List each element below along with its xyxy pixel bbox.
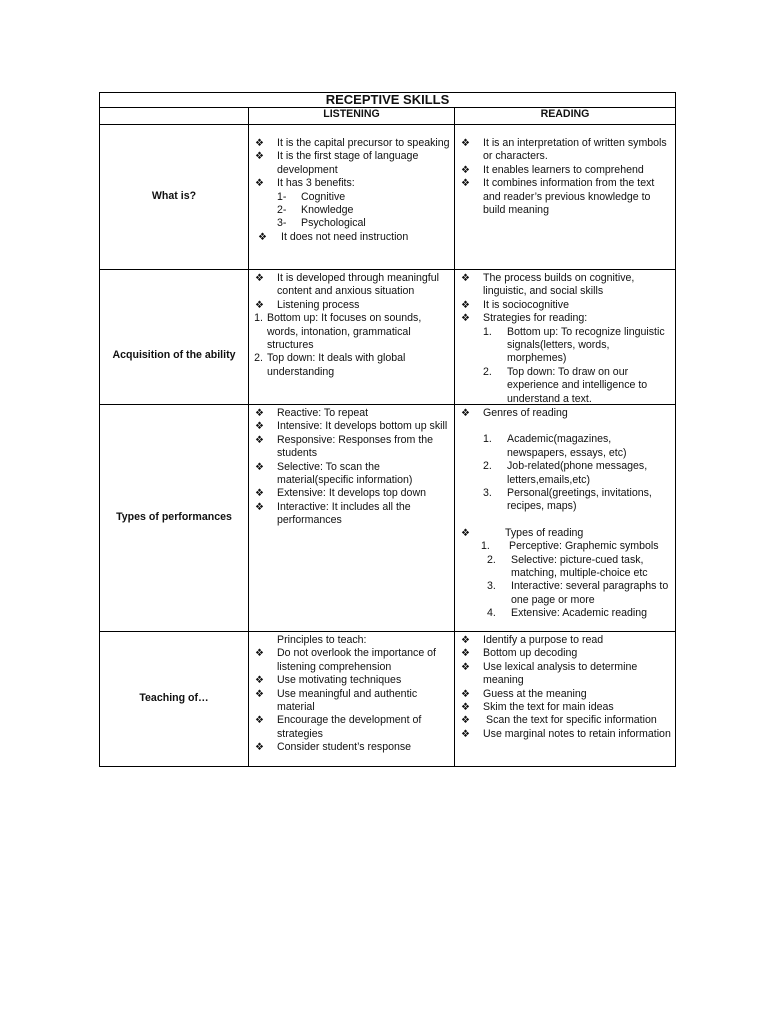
reading-cell	[455, 125, 675, 269]
row-label: Teaching of…	[100, 632, 249, 766]
numbered-item: 3. Personal(greetings, invitations, recipes, maps)	[483, 487, 652, 513]
list-intro: Principles to teach:	[277, 634, 367, 646]
bullet-icon: ❖	[255, 408, 264, 419]
list-item: ❖ Encourage the development of strategies	[255, 714, 422, 740]
list-item: ❖ It is the first stage of language development	[255, 150, 419, 176]
bullet-icon: ❖	[255, 461, 264, 473]
list-item: ❖ Intensive: It develops bottom up skill	[255, 420, 448, 433]
bullet-icon: ❖	[255, 488, 264, 500]
bullet-icon: ❖	[255, 421, 264, 433]
list-item: ❖ Strategies for reading:	[461, 312, 588, 325]
bullet-icon: ❖	[461, 648, 470, 660]
list-item: ❖ Use motivating techniques	[255, 674, 402, 687]
list-item: ❖ Use meaningful and authentic material	[255, 687, 418, 714]
bullet-icon: ❖	[461, 408, 470, 419]
list-item: ❖ The process builds on cognitive, linguistic, and social skills	[461, 272, 635, 298]
list-item: ❖ Do not overlook the importance of listening comprehension	[255, 647, 436, 673]
list-item: ❖ Use lexical analysis to determine meaning	[461, 660, 638, 687]
list-item: ❖ It does not need instruction	[255, 231, 450, 244]
bullet-icon: ❖	[255, 434, 264, 446]
list-item: ❖ Types of reading	[461, 526, 584, 539]
bullet-icon: ❖	[255, 648, 264, 660]
row-label: What is?	[100, 125, 249, 269]
list-item: ❖ It enables learners to comprehend	[461, 163, 644, 176]
bullet-icon: ❖	[461, 702, 470, 714]
numbered-item: 2. Job-related(phone messages, letters,emails,etc)	[483, 460, 648, 486]
table-row-teaching-of	[100, 632, 675, 766]
numbered-item: 3- Psychological	[277, 217, 366, 230]
reading-cell	[455, 405, 675, 631]
bullet-icon: ❖	[461, 138, 470, 149]
numbered-item: 1- Cognitive	[277, 190, 346, 203]
listening-cell	[249, 270, 455, 404]
column-header-row	[100, 108, 675, 125]
row-label: Types of performances	[100, 405, 249, 631]
bullet-icon: ❖	[255, 742, 264, 754]
list-item: ❖ It has 3 benefits:	[255, 177, 355, 190]
row-label: Acquisition of the ability	[100, 270, 249, 404]
list-item: ❖ It is developed through meaningful content and anxious situation	[255, 272, 439, 298]
numbered-item: 2- Knowledge	[277, 204, 354, 217]
header-listening: LISTENING	[249, 108, 455, 124]
numbered-item: 2. Selective: picture-cued task, matching, multiple-choice etc	[487, 553, 648, 580]
header-empty-cell	[100, 108, 249, 124]
list-item: ❖ Use marginal notes to retain information	[461, 727, 671, 740]
bullet-icon: ❖	[461, 178, 470, 190]
bullet-icon: ❖	[461, 527, 470, 539]
bullet-icon: ❖	[461, 661, 470, 673]
list-item: ❖ Scan the text for specific information	[461, 714, 657, 727]
numbered-item: 1. Perceptive: Graphemic symbols	[481, 540, 659, 553]
list-item: ❖ Guess at the meaning	[461, 687, 587, 700]
list-item: ❖ It is an interpretation of written symbols or characters.	[461, 137, 667, 163]
bullet-icon: ❖	[461, 728, 470, 740]
list-item: ❖ Responsive: Responses from the students	[255, 433, 434, 460]
list-item: ❖ Consider student’s response	[255, 741, 412, 754]
list-item: ❖ It is the capital precursor to speaking	[255, 137, 450, 149]
list-item: ❖ It combines information from the text and reader’s previous knowledge to build meaning	[461, 177, 655, 217]
bullet-icon: ❖	[255, 178, 264, 190]
list-item: ❖ Genres of reading	[461, 407, 568, 419]
bullet-icon: ❖	[461, 273, 470, 284]
bullet-icon: ❖	[255, 299, 264, 311]
numbered-item: 4. Extensive: Academic reading	[487, 607, 648, 620]
receptive-skills-table	[99, 92, 676, 767]
reading-cell	[455, 270, 675, 404]
bullet-icon: ❖	[461, 715, 470, 727]
bullet-icon: ❖	[461, 688, 470, 700]
list-item: ❖ Extensive: It develops top down	[255, 487, 426, 500]
table-row-acquisition	[100, 270, 675, 405]
bullet-icon: ❖	[255, 688, 264, 700]
numbered-item: 1. Academic(magazines, newspapers, essays, etc)	[483, 433, 627, 459]
list-item: ❖ Identify a purpose to read	[461, 634, 604, 646]
table-row-what-is	[100, 125, 675, 270]
bullet-icon: ❖	[255, 151, 264, 163]
bullet-icon: ❖	[461, 635, 470, 646]
numbered-item: 3. Interactive: several paragraphs to one page or more	[487, 580, 669, 606]
table-row-types-of-performances	[100, 405, 675, 632]
list-item: ❖ Selective: To scan the material(specific information)	[255, 460, 413, 487]
reading-cell	[455, 632, 675, 766]
numbered-item: 1. Bottom up: It focuses on sounds, words, intonation, grammatical structures	[254, 312, 422, 352]
bullet-icon: ❖	[461, 313, 470, 325]
list-item: ❖ Listening process	[255, 298, 360, 311]
numbered-item: 2. Top down: It deals with global understanding	[254, 352, 406, 378]
list-item: ❖ Interactive: It includes all the performances	[255, 500, 411, 527]
numbered-item: 1. Bottom up: To recognize linguistic signals(letters, words, morphemes)	[483, 325, 665, 365]
list-item: ❖ Skim the text for main ideas	[461, 701, 614, 714]
bullet-icon: ❖	[461, 164, 470, 176]
bullet-icon: ❖	[255, 273, 264, 284]
bullet-icon: ❖	[255, 715, 264, 727]
listening-cell	[249, 125, 455, 269]
header-reading: READING	[540, 108, 590, 120]
listening-cell	[249, 405, 455, 631]
bullet-icon: ❖	[255, 501, 264, 513]
numbered-item: 2. Top down: To draw on our experience and intelligence to understand a text.	[483, 365, 648, 405]
listening-cell	[249, 632, 455, 766]
bullet-icon: ❖	[258, 231, 267, 243]
bullet-icon: ❖	[255, 675, 264, 687]
list-item: ❖ It is sociocognitive	[461, 298, 569, 311]
list-item: ❖ Bottom up decoding	[461, 647, 578, 660]
bullet-icon: ❖	[255, 138, 264, 149]
list-item: ❖ Reactive: To repeat	[255, 407, 369, 419]
table-title: RECEPTIVE SKILLS	[100, 93, 675, 108]
bullet-icon: ❖	[461, 299, 470, 311]
